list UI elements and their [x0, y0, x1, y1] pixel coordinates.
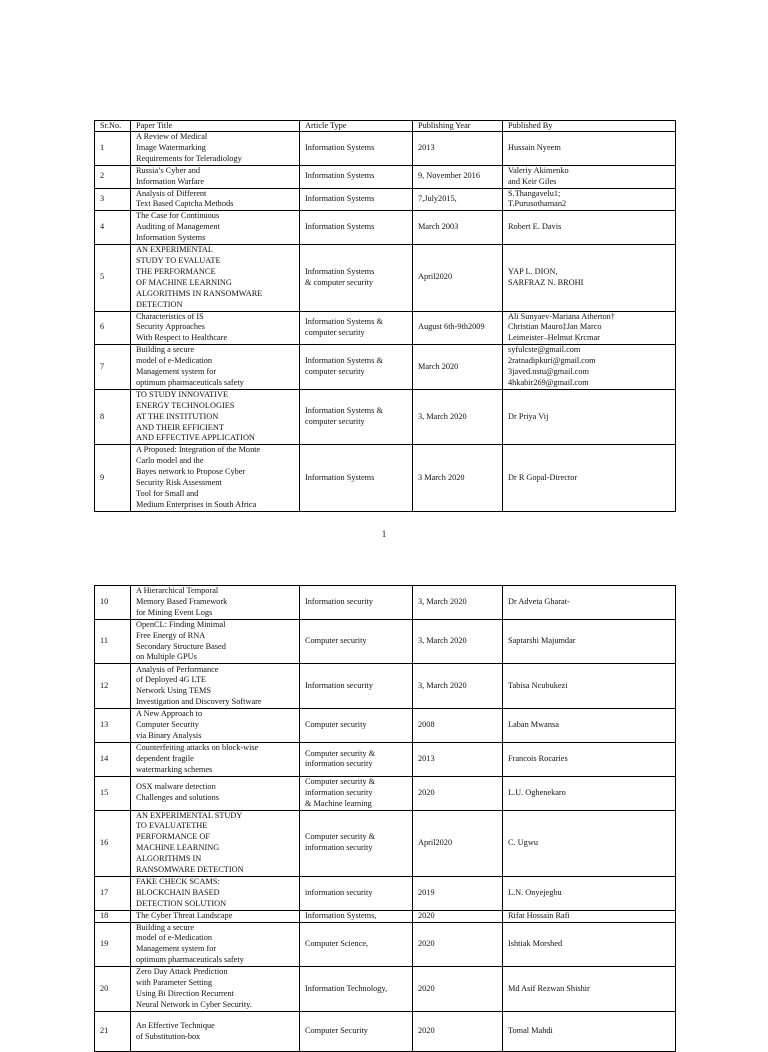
- table-row: [95, 922, 676, 967]
- cell-sr-no: 17: [95, 876, 131, 910]
- table-row: [95, 910, 676, 922]
- cell-article-type: Information Technology,: [300, 967, 413, 1012]
- cell-published-by: L.U. Oghenekaro: [503, 776, 676, 810]
- cell-paper-title: FAKE CHECK SCAMS: BLOCKCHAIN BASED DETECTION SOLUTION: [131, 876, 300, 910]
- cell-publishing-year: August 6th-9th2009: [413, 311, 503, 345]
- cell-publishing-year: 2020: [413, 922, 503, 967]
- cell-paper-title: Zero Day Attack Prediction with Parameter Setting Using Bi Direction Recurrent Neural Network in Cyber Security.: [131, 967, 300, 1012]
- header-publishing-year: Publishing Year: [413, 121, 503, 132]
- table-row: [95, 810, 676, 876]
- table-row: [95, 876, 676, 910]
- table-row: [95, 445, 676, 511]
- cell-sr-no: 3: [95, 188, 131, 211]
- cell-published-by: Dr R Gopal-Director: [503, 445, 676, 511]
- table-row: [95, 345, 676, 390]
- cell-published-by: Saptarshi Majumdar: [503, 619, 676, 664]
- cell-published-by: Valeriy Akimenko and Keir Giles: [503, 165, 676, 188]
- cell-article-type: Information Systems: [300, 211, 413, 245]
- cell-sr-no: 11: [95, 619, 131, 664]
- header-published-by: Published By: [503, 121, 676, 132]
- cell-sr-no: 10: [95, 586, 131, 620]
- cell-article-type: Information Systems: [300, 188, 413, 211]
- table-row: [95, 311, 676, 345]
- cell-publishing-year: 2008: [413, 709, 503, 743]
- cell-sr-no: 21: [95, 1012, 131, 1052]
- cell-article-type: Information Systems,: [300, 910, 413, 922]
- cell-sr-no: 20: [95, 967, 131, 1012]
- cell-paper-title: Counterfeiting attacks on block-wise dependent fragile watermarking schemes: [131, 743, 300, 777]
- cell-publishing-year: 2013: [413, 132, 503, 166]
- cell-publishing-year: 3, March 2020: [413, 389, 503, 445]
- cell-published-by: Laban Mwansa: [503, 709, 676, 743]
- cell-published-by: Md Asif Rezwan Shishir: [503, 967, 676, 1012]
- cell-article-type: Computer security & information security: [300, 743, 413, 777]
- cell-publishing-year: 2013: [413, 743, 503, 777]
- table-row: [95, 967, 676, 1012]
- cell-published-by: Rifat Hossain Rafi: [503, 910, 676, 922]
- cell-sr-no: 2: [95, 165, 131, 188]
- cell-paper-title: OpenCL: Finding Minimal Free Energy of RNA Secondary Structure Based on Multiple GPUs: [131, 619, 300, 664]
- cell-article-type: information security: [300, 876, 413, 910]
- cell-sr-no: 14: [95, 743, 131, 777]
- cell-sr-no: 18: [95, 910, 131, 922]
- cell-publishing-year: 3, March 2020: [413, 664, 503, 709]
- cell-published-by: L.N. Onyejegbu: [503, 876, 676, 910]
- cell-published-by: Dr Priya Vij: [503, 389, 676, 445]
- cell-paper-title: AN EXPERIMENTAL STUDY TO EVALUATE THE PERFORMANCE OF MACHINE LEARNING ALGORITHMS IN RANSOMWARE DETECTION: [131, 245, 300, 311]
- cell-publishing-year: March 2003: [413, 211, 503, 245]
- cell-sr-no: 9: [95, 445, 131, 511]
- cell-article-type: Information security: [300, 664, 413, 709]
- cell-publishing-year: 2019: [413, 876, 503, 910]
- cell-paper-title: A Review of Medical Image Watermarking Requirements for Teleradiology: [131, 132, 300, 166]
- cell-sr-no: 12: [95, 664, 131, 709]
- cell-publishing-year: 3, March 2020: [413, 586, 503, 620]
- cell-paper-title: The Cyber Threat Landscape: [131, 910, 300, 922]
- cell-sr-no: 15: [95, 776, 131, 810]
- cell-published-by: S.Thangavelu1; T.Purusothaman2: [503, 188, 676, 211]
- cell-article-type: Information Systems & computer security: [300, 345, 413, 390]
- cell-sr-no: 6: [95, 311, 131, 345]
- table-row: [95, 619, 676, 664]
- cell-sr-no: 4: [95, 211, 131, 245]
- cell-sr-no: 16: [95, 810, 131, 876]
- cell-paper-title: OSX malware detection Challenges and solutions: [131, 776, 300, 810]
- table-header-row: [95, 121, 676, 132]
- cell-paper-title: Analysis of Different Text Based Captcha Methods: [131, 188, 300, 211]
- cell-sr-no: 8: [95, 389, 131, 445]
- cell-sr-no: 1: [95, 132, 131, 166]
- papers-table-page-1: [94, 120, 676, 512]
- table-row: [95, 743, 676, 777]
- cell-published-by: syfulcste@gmail.com 2ratnadipkuri@gmail.com 3javed.nstu@gmail.com 4hkabir269@gmail.com: [503, 345, 676, 390]
- header-paper-title: Paper Title: [131, 121, 300, 132]
- header-article-type: Article Type: [300, 121, 413, 132]
- cell-article-type: Information Systems & computer security: [300, 389, 413, 445]
- cell-article-type: Information Systems: [300, 165, 413, 188]
- cell-article-type: Computer security: [300, 619, 413, 664]
- table-row: [95, 776, 676, 810]
- cell-article-type: Information Systems: [300, 445, 413, 511]
- cell-published-by: Tabisa Ncubukezi: [503, 664, 676, 709]
- cell-paper-title: Russia’s Cyber and Information Warfare: [131, 165, 300, 188]
- cell-article-type: Information Systems & computer security: [300, 311, 413, 345]
- page-number: 1: [381, 529, 387, 539]
- cell-article-type: Computer security & information security & Machine learning: [300, 776, 413, 810]
- cell-published-by: Ishtiak Morshed: [503, 922, 676, 967]
- cell-publishing-year: 7,July2015,: [413, 188, 503, 211]
- cell-paper-title: The Case for Continuous Auditing of Management Information Systems: [131, 211, 300, 245]
- cell-published-by: Francois Rocaries: [503, 743, 676, 777]
- table-row: [95, 188, 676, 211]
- cell-article-type: Computer Science,: [300, 922, 413, 967]
- cell-paper-title: Analysis of Performance of Deployed 4G LTE Network Using TEMS Investigation and Discovery Software: [131, 664, 300, 709]
- cell-publishing-year: 2020: [413, 1012, 503, 1052]
- papers-table-page-2: [94, 585, 676, 1052]
- cell-paper-title: TO STUDY INNOVATIVE ENERGY TECHNOLOGIES AT THE INSTITUTION AND THEIR EFFICIENT AND EFFECTIVE APPLICATION: [131, 389, 300, 445]
- cell-article-type: Information Systems: [300, 132, 413, 166]
- cell-paper-title: Characteristics of IS Security Approaches With Respect to Healthcare: [131, 311, 300, 345]
- cell-article-type: Information Systems & computer security: [300, 245, 413, 311]
- cell-paper-title: A Hierarchical Temporal Memory Based Framework for Mining Event Logs: [131, 586, 300, 620]
- table-row: [95, 709, 676, 743]
- cell-sr-no: 5: [95, 245, 131, 311]
- table-row: [95, 586, 676, 620]
- table-row: [95, 211, 676, 245]
- table-row: [95, 132, 676, 166]
- cell-published-by: Tomal Mahdi: [503, 1012, 676, 1052]
- table-row: [95, 245, 676, 311]
- cell-paper-title: A New Approach to Computer Security via Binary Analysis: [131, 709, 300, 743]
- cell-published-by: YAP L. DION, SARFRAZ N. BROHI: [503, 245, 676, 311]
- cell-published-by: Hussain Nyeem: [503, 132, 676, 166]
- cell-paper-title: A Proposed: Integration of the Monte Carlo model and the Bayes network to Propose Cyber Security Risk Assessment Tool for Small and Medium Enterprises in South Africa: [131, 445, 300, 511]
- cell-publishing-year: 2020: [413, 776, 503, 810]
- cell-publishing-year: April2020: [413, 810, 503, 876]
- cell-paper-title: An Effective Technique of Substitution-box: [131, 1012, 300, 1052]
- cell-publishing-year: March 2020: [413, 345, 503, 390]
- table-row: [95, 165, 676, 188]
- cell-paper-title: Building a secure model of e-Medication Management system for optimum pharmaceuticals safety: [131, 922, 300, 967]
- cell-sr-no: 19: [95, 922, 131, 967]
- cell-article-type: Information security: [300, 586, 413, 620]
- cell-sr-no: 7: [95, 345, 131, 390]
- cell-paper-title: Building a secure model of e-Medication Management system for optimum pharmaceuticals safety: [131, 345, 300, 390]
- cell-publishing-year: April2020: [413, 245, 503, 311]
- header-sr-no: Sr.No.: [95, 121, 131, 132]
- cell-publishing-year: 9, November 2016: [413, 165, 503, 188]
- table-row: [95, 664, 676, 709]
- cell-publishing-year: 2020: [413, 910, 503, 922]
- cell-publishing-year: 3, March 2020: [413, 619, 503, 664]
- cell-published-by: Ali Sunyaev-Mariana Atherton† Christian Mauro‡Jan Marco Leimeister–Helmut Krcmar: [503, 311, 676, 345]
- cell-published-by: C. Ugwu: [503, 810, 676, 876]
- table-row: [95, 389, 676, 445]
- cell-publishing-year: 3 March 2020: [413, 445, 503, 511]
- cell-sr-no: 13: [95, 709, 131, 743]
- cell-article-type: Computer Security: [300, 1012, 413, 1052]
- cell-article-type: Computer security & information security: [300, 810, 413, 876]
- cell-paper-title: AN EXPERIMENTAL STUDY TO EVALUATETHE PERFORMANCE OF MACHINE LEARNING ALGORITHMS IN RANSOMWARE DETECTION: [131, 810, 300, 876]
- table-row: [95, 1012, 676, 1052]
- cell-published-by: Dr Adveta Gharat-: [503, 586, 676, 620]
- cell-article-type: Computer security: [300, 709, 413, 743]
- cell-published-by: Robert E. Davis: [503, 211, 676, 245]
- cell-publishing-year: 2020: [413, 967, 503, 1012]
